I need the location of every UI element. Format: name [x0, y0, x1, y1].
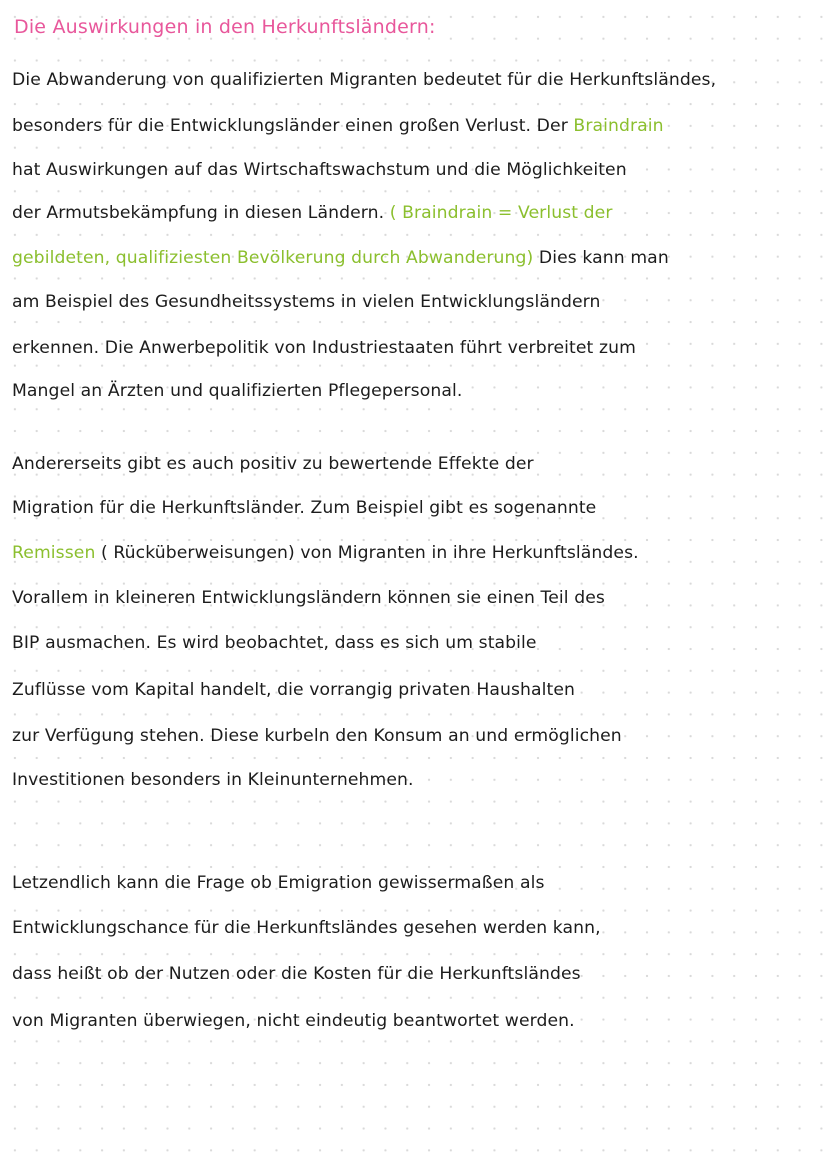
- text-line: [12, 543, 639, 563]
- text-line: Letzendlich kann die Frage ob Emigration gewissermaßen als: [12, 873, 545, 893]
- text-line: [12, 203, 613, 223]
- text-line: Entwicklungschance für die Herkunftsländes gesehen werden kann,: [12, 918, 601, 938]
- text-line: Investitionen besonders in Kleinunternehmen.: [12, 770, 414, 790]
- term-braindrain: Braindrain: [573, 116, 664, 136]
- text-line: [12, 116, 664, 136]
- text-line: erkennen. Die Anwerbepolitik von Industriestaaten führt verbreitet zum: [12, 338, 636, 358]
- text-line: zur Verfügung stehen. Diese kurbeln den Konsum an und ermöglichen: [12, 726, 622, 746]
- text-line: [12, 248, 669, 268]
- text-line: Zuflüsse vom Kapital handelt, die vorrangig privaten Haushalten: [12, 680, 576, 700]
- text-segment: besonders für die Entwicklungsländer einen großen Verlust. Der: [12, 116, 574, 136]
- text-line: Mangel an Ärzten und qualifizierten Pflegepersonal.: [12, 381, 463, 401]
- definition-braindrain: ( Braindrain = Verlust der: [389, 203, 613, 223]
- text-segment: Dies kann man: [533, 248, 669, 268]
- text-line: dass heißt ob der Nutzen oder die Kosten für die Herkunftsländes: [12, 964, 581, 984]
- text-line: am Beispiel des Gesundheitssystems in vielen Entwicklungsländern: [12, 292, 601, 312]
- text-line: Vorallem in kleineren Entwicklungsländern können sie einen Teil des: [12, 588, 605, 608]
- text-line: Andererseits gibt es auch positiv zu bewertende Effekte der: [12, 454, 534, 474]
- term-remissen: Remissen: [12, 543, 96, 563]
- text-line: BIP ausmachen. Es wird beobachtet, dass es sich um stabile: [12, 633, 537, 653]
- text-segment: der Armutsbekämpfung in diesen Ländern.: [12, 203, 390, 223]
- text-segment: ( Rücküberweisungen) von Migranten in ihre Herkunftsländes.: [95, 543, 639, 563]
- page-heading: Die Auswirkungen in den Herkunftsländern:: [14, 16, 436, 38]
- text-line: Migration für die Herkunftsländer. Zum Beispiel gibt es sogenannte: [12, 498, 597, 518]
- text-line: von Migranten überwiegen, nicht eindeutig beantwortet werden.: [12, 1011, 575, 1031]
- definition-braindrain-cont: gebildeten, qualifiziesten Bevölkerung durch Abwanderung): [12, 248, 534, 268]
- text-line: hat Auswirkungen auf das Wirtschaftswachstum und die Möglichkeiten: [12, 160, 627, 180]
- text-line: Die Abwanderung von qualifizierten Migranten bedeutet für die Herkunftsländes,: [12, 70, 717, 90]
